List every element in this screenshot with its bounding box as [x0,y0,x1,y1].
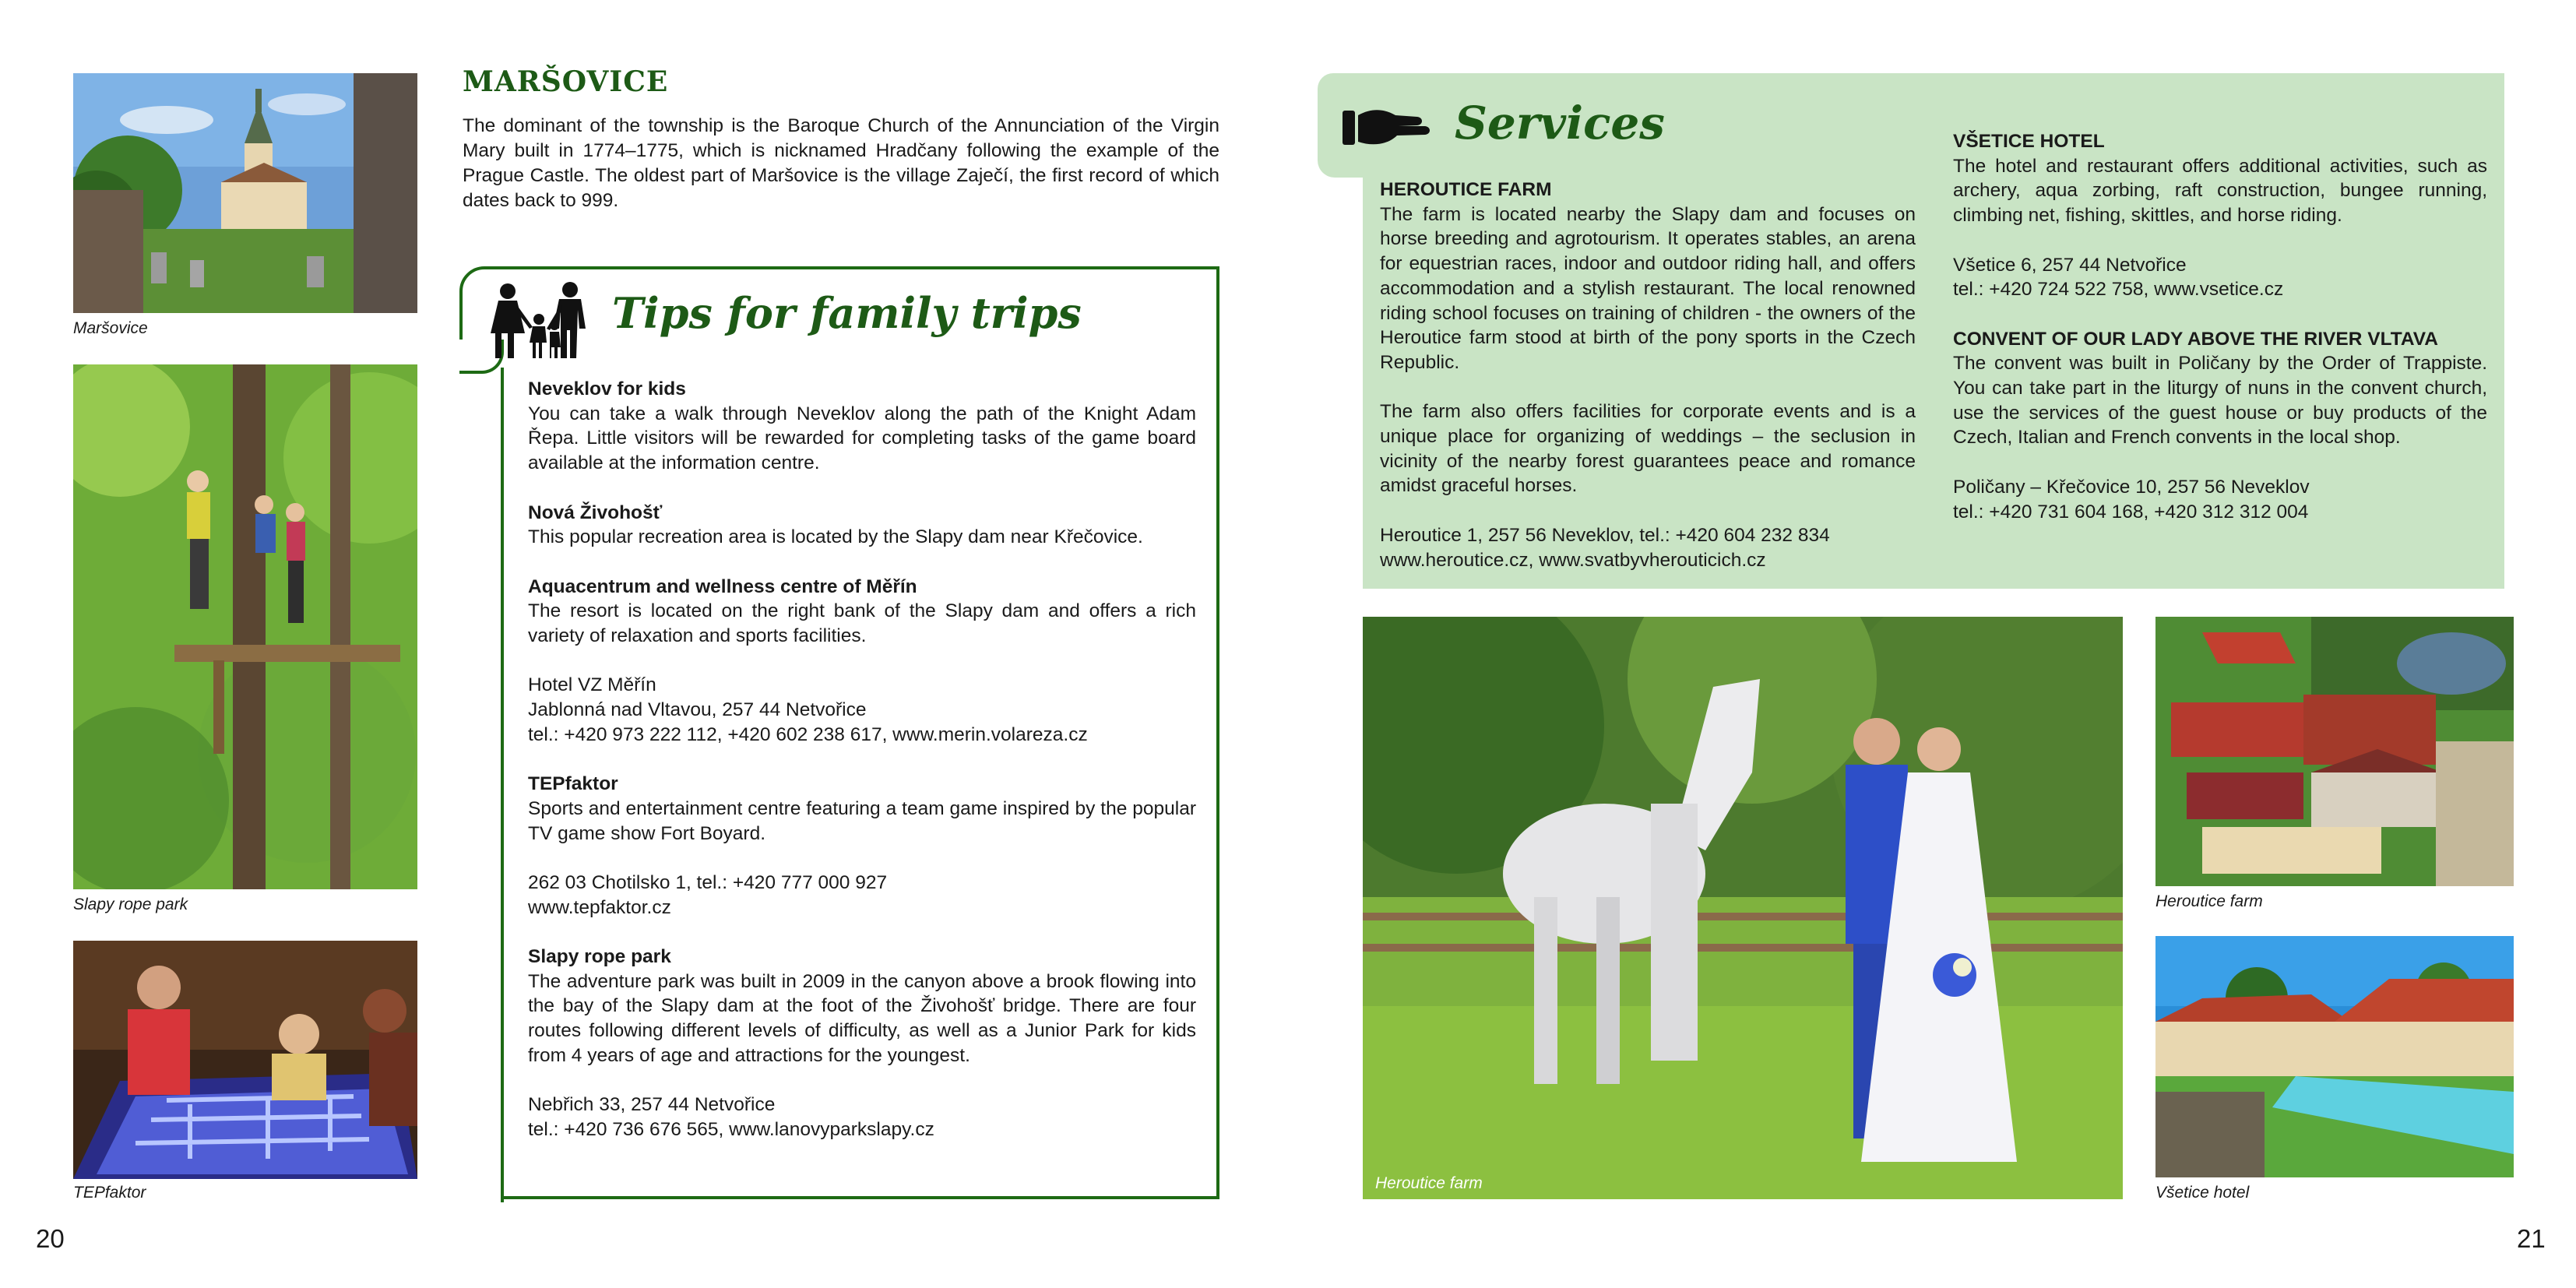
family-trips-box-cutout [454,372,501,1205]
photo-caption-marsovice: Maršovice [73,319,148,337]
service-text: The farm is located nearby the Slapy dam and focuses on horse breeding and agrotourism. It operates stables, an arena for equestrian races, indoor and outdoor riding hall, and offers accommodation and a stylish restaurant. The local renowned riding school focuses on training of children - the owners of the Heroutice farm stood at birth of the pony sports in the Czech Republic. [1380,203,1916,373]
hotel-pool-photo [2155,936,2514,1177]
service-name: VŠETICE HOTEL [1953,131,2105,152]
photo-caption-heroutice-wedding: Heroutice farm [1375,1174,1483,1192]
tip-entry [528,501,1196,550]
service-name: CONVENT OF OUR LADY ABOVE THE RIVER VLTAVA [1953,328,2438,350]
tip-entry [528,772,1196,920]
family-trips-content [528,377,1196,1142]
aerial-farm-photo [2155,617,2514,886]
page-number-right: 21 [2517,1224,2546,1253]
family-trips-title: Tips for family trips [612,288,1082,338]
service-contact: www.heroutice.cz, www.svatbyvherouticich.cz [1380,549,1766,571]
tip-entry [528,945,1196,1142]
family-trips-box-border [501,368,504,1202]
photo-caption-tepfaktor: TEPfaktor [73,1184,146,1202]
tip-entry-contact: Hotel VZ Měřín [528,674,656,696]
tip-entry-contact: tel.: +420 736 676 565, www.lanovyparkslapy.cz [528,1118,934,1140]
service-contact: Všetice 6, 257 44 Netvořice [1953,254,2187,276]
tip-entry-text: This popular recreation area is located by the Slapy dam near Křečovice. [528,526,1143,548]
photo-caption-vsetice-hotel: Všetice hotel [2155,1184,2250,1202]
tip-entry-name: TEPfaktor [528,773,618,795]
tip-entry-name: Aquacentrum and wellness centre of Měřín [528,575,917,597]
tip-entry-contact: tel.: +420 973 222 112, +420 602 238 617, www.merin.volareza.cz [528,723,1088,745]
tip-entry-text: The adventure park was built in 2009 in the canyon above a brook flowing into the bay of the Slapy dam at the foot of the Živohošť bridge. There are four routes following different levels of difficulty, as well as a Junior Park for kids from 4 years of age and attractions for the youngest. [528,970,1196,1066]
service-contact: tel.: +420 724 522 758, www.vsetice.cz [1953,279,2284,301]
service-contact: Heroutice 1, 257 56 Neveklov, tel.: +420 604 232 834 [1380,524,1830,546]
section-title-marsovice: MARŠOVICE [463,65,669,98]
service-contact: Poličany – Křečovice 10, 257 56 Neveklov [1953,476,2310,498]
wedding-horse-photo [1363,617,2123,1199]
tip-entry-name: Slapy rope park [528,946,671,968]
tepfaktor-photo [73,941,417,1179]
tip-entry-contact: Jablonná nad Vltavou, 257 44 Netvořice [528,699,867,721]
tip-entry-contact: www.tepfaktor.cz [528,896,671,918]
hand-icon [1341,104,1434,151]
photo-caption-rope-park: Slapy rope park [73,896,188,913]
tip-entry-text: The resort is located on the right bank of the Slapy dam and offers a rich variety of relaxation and sports facilities. [528,600,1196,646]
tip-entry-contact: Nebřich 33, 257 44 Netvořice [528,1094,776,1116]
tip-entry-text: Sports and entertainment centre featuring a team game inspired by the popular TV game show Fort Boyard. [528,797,1196,844]
service-text: The convent was built in Poličany by the Order of Trappiste. You can take part in the liturgy of nuns in the convent church, use the services of the guest house or buy products of the Czech, Italian and French convents in the local shop. [1953,353,2487,449]
services-column-heroutice [1380,178,1916,572]
marsovice-church-photo [73,73,417,313]
family-icon [484,282,593,360]
page-number-left: 20 [36,1224,65,1253]
tip-entry-contact: 262 03 Chotilsko 1, tel.: +420 777 000 927 [528,871,888,893]
service-text: The farm also offers facilities for corporate events and is a unique place for organizing of weddings – the seclusion in vicinity of the nearby forest guarantees peace and romance amidst graceful horses. [1380,401,1916,497]
tip-entry-name: Nová Živohošť [528,501,663,523]
tip-entry [528,377,1196,476]
marsovice-intro: The dominant of the township is the Baroque Church of the Annunciation of the Virgin Mary built in 1774–1775, which is nicknamed Hradčany following the example of the Prague Castle. The oldest part of Maršovice is the village Zaječí, the first record of which dates back to 999. [463,115,1219,211]
service-contact: tel.: +420 731 604 168, +420 312 312 004 [1953,501,2309,523]
services-title: Services [1455,97,1665,150]
services-column-right [1953,129,2487,524]
tip-entry-name: Neveklov for kids [528,378,686,399]
tip-entry-text: You can take a walk through Neveklov along the path of the Knight Adam Řepa. Little visitors will be rewarded for completing tasks of the game board available at the information centre. [528,403,1196,474]
tip-entry [528,575,1196,748]
photo-caption-heroutice-farm: Heroutice farm [2155,892,2263,910]
service-name: HEROUTICE FARM [1380,179,1552,200]
rope-park-photo [73,364,417,889]
service-text: The hotel and restaurant offers additional activities, such as archery, aqua zorbing, raft construction, bungee running, climbing net, fishing, skittles, and horse riding. [1953,155,2487,227]
